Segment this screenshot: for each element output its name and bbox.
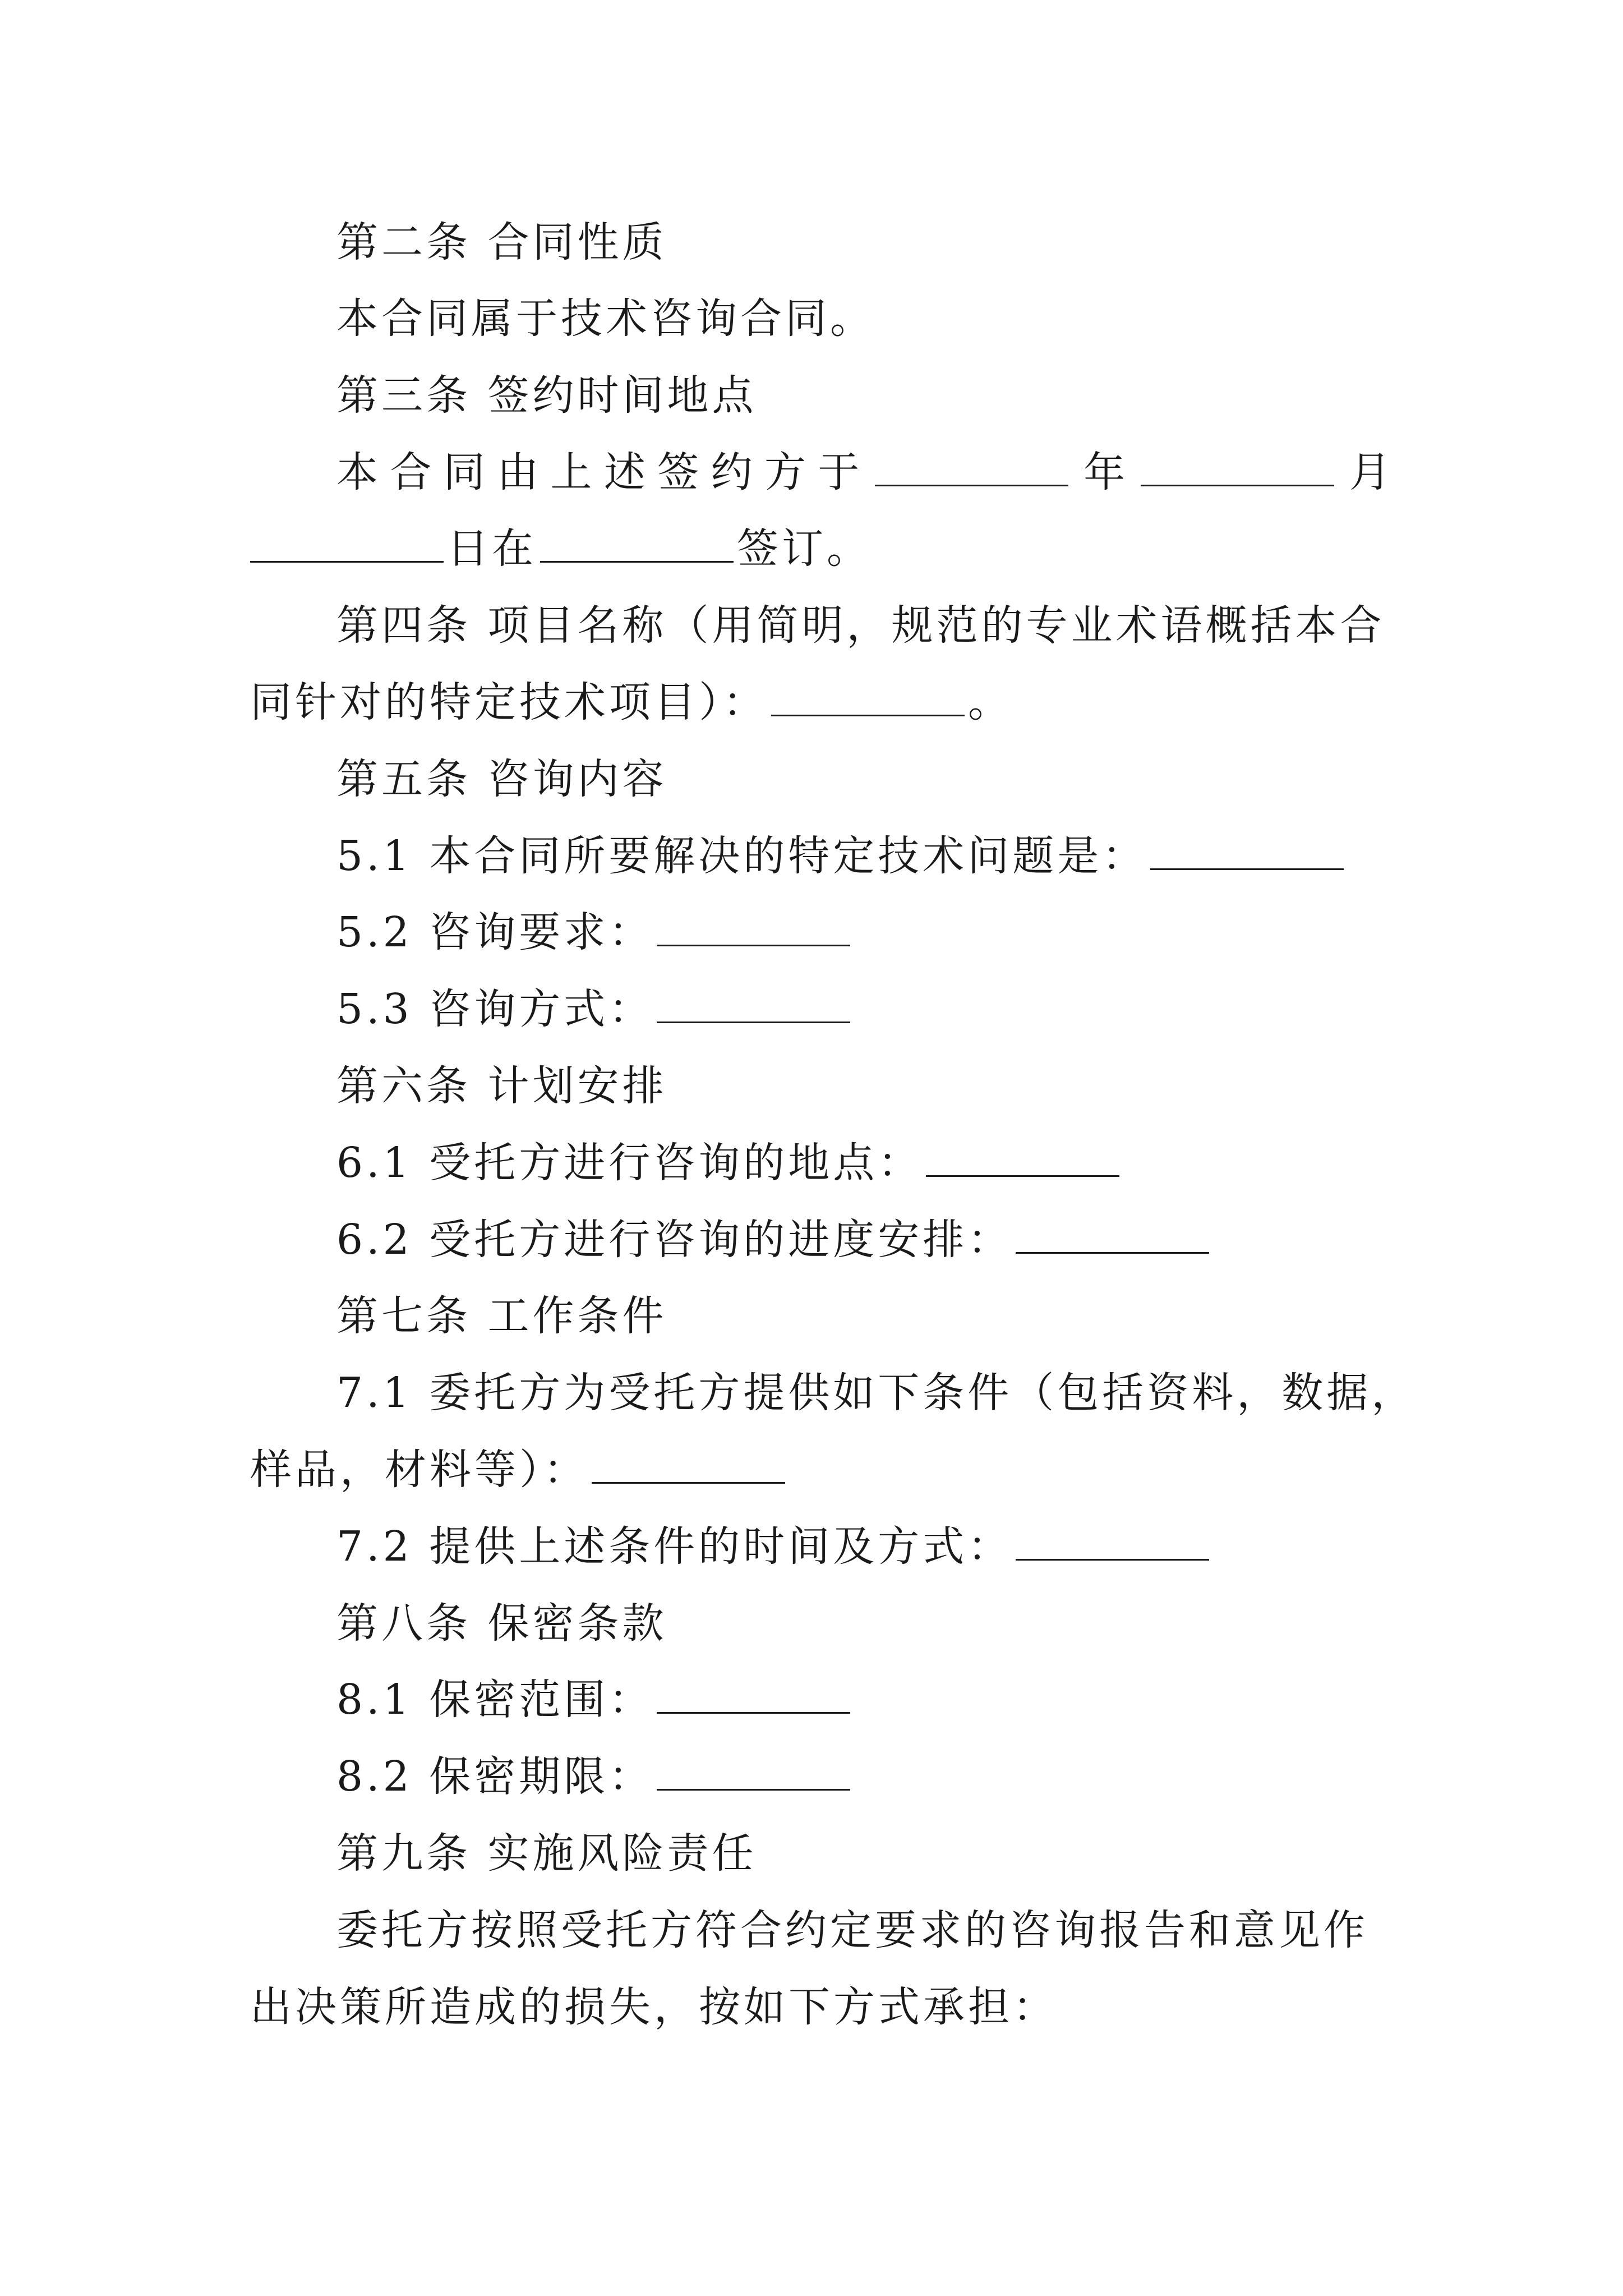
article-4-line2-text: 同针对的特定技术项目）： — [250, 678, 768, 726]
article-8-1 — [336, 1672, 854, 1728]
article-3-title: 第三条 签约时间地点 — [336, 371, 757, 420]
article-9-title: 第九条 实施风险责任 — [336, 1829, 757, 1878]
blank-7-2[interactable] — [1016, 1525, 1209, 1561]
char: 合 — [390, 448, 432, 496]
article-7-1-line2 — [250, 1442, 789, 1498]
article-8-1-text: 8.1 保密范围： — [336, 1676, 654, 1724]
blank-year[interactable] — [875, 451, 1068, 486]
article-5-title: 第五条 咨询内容 — [336, 755, 667, 803]
article-2-body: 本合同属于技术咨询合同。 — [336, 295, 875, 343]
blank-6-2[interactable] — [1016, 1218, 1209, 1254]
article-5-2-text: 5.2 咨询要求： — [336, 908, 654, 956]
blank-place[interactable] — [540, 527, 734, 563]
article-2-title: 第二条 合同性质 — [336, 218, 667, 266]
blank-5-2[interactable] — [657, 911, 850, 946]
char: 于 — [818, 448, 860, 496]
article-5-3-text: 5.3 咨询方式： — [336, 985, 654, 1033]
article-8-2 — [336, 1749, 854, 1805]
year-label: 年 — [1083, 448, 1126, 496]
day-at-label: 日在 — [447, 524, 537, 573]
char: 约 — [711, 448, 753, 496]
article-3-body-line2 — [250, 521, 872, 577]
article-4-line1: 第四条 项目名称（用简明，规范的专业术语概括本合 — [336, 601, 1385, 650]
article-6-1-text: 6.1 受托方进行咨询的地点： — [336, 1139, 923, 1187]
char: 上 — [550, 448, 592, 496]
article-5-2 — [336, 904, 854, 960]
char: 同 — [443, 448, 485, 496]
blank-month[interactable] — [1141, 451, 1334, 486]
article-5-3 — [336, 981, 854, 1037]
article-9-line2: 出决策所造成的损失，按如下方式承担： — [250, 1983, 1058, 2031]
article-5-1 — [336, 828, 1347, 884]
char: 方 — [764, 448, 806, 496]
blank-5-3[interactable] — [657, 988, 850, 1023]
blank-8-2[interactable] — [657, 1755, 850, 1791]
blank-7-1[interactable] — [592, 1448, 785, 1484]
char: 本 — [336, 448, 378, 496]
article-8-title: 第八条 保密条款 — [336, 1599, 667, 1648]
article-6-1 — [336, 1135, 1123, 1191]
article-6-2-text: 6.2 受托方进行咨询的进度安排： — [336, 1216, 1013, 1264]
article-7-1-line1: 7.1 委托方为受托方提供如下条件（包括资料，数据， — [336, 1369, 1417, 1417]
article-7-2-text: 7.2 提供上述条件的时间及方式： — [336, 1522, 1013, 1571]
article-6-title: 第六条 计划安排 — [336, 1062, 667, 1110]
char: 由 — [497, 448, 539, 496]
char: 签 — [657, 448, 699, 496]
signed-label: 签订。 — [737, 524, 872, 573]
article-7-2 — [336, 1519, 1212, 1575]
blank-8-1[interactable] — [657, 1678, 850, 1714]
blank-6-1[interactable] — [926, 1142, 1119, 1177]
blank-project-name[interactable] — [771, 681, 965, 716]
article-9-line1: 委托方按照受托方符合约定要求的咨询报告和意见作 — [336, 1906, 1368, 1954]
article-3-body-line1 — [336, 444, 1391, 500]
article-8-2-text: 8.2 保密期限： — [336, 1752, 654, 1801]
article-4-line2 — [250, 674, 1013, 730]
article-7-1-line2-text: 样品，材料等）： — [250, 1446, 588, 1494]
article-6-2 — [336, 1212, 1212, 1268]
blank-5-1[interactable] — [1150, 835, 1344, 870]
char: 述 — [603, 448, 645, 496]
article-5-1-text: 5.1 本合同所要解决的特定技术问题是： — [336, 832, 1147, 880]
month-label: 月 — [1349, 448, 1391, 496]
article-4-end: 。 — [968, 678, 1013, 726]
blank-day[interactable] — [250, 527, 444, 563]
article-7-title: 第七条 工作条件 — [336, 1292, 667, 1340]
